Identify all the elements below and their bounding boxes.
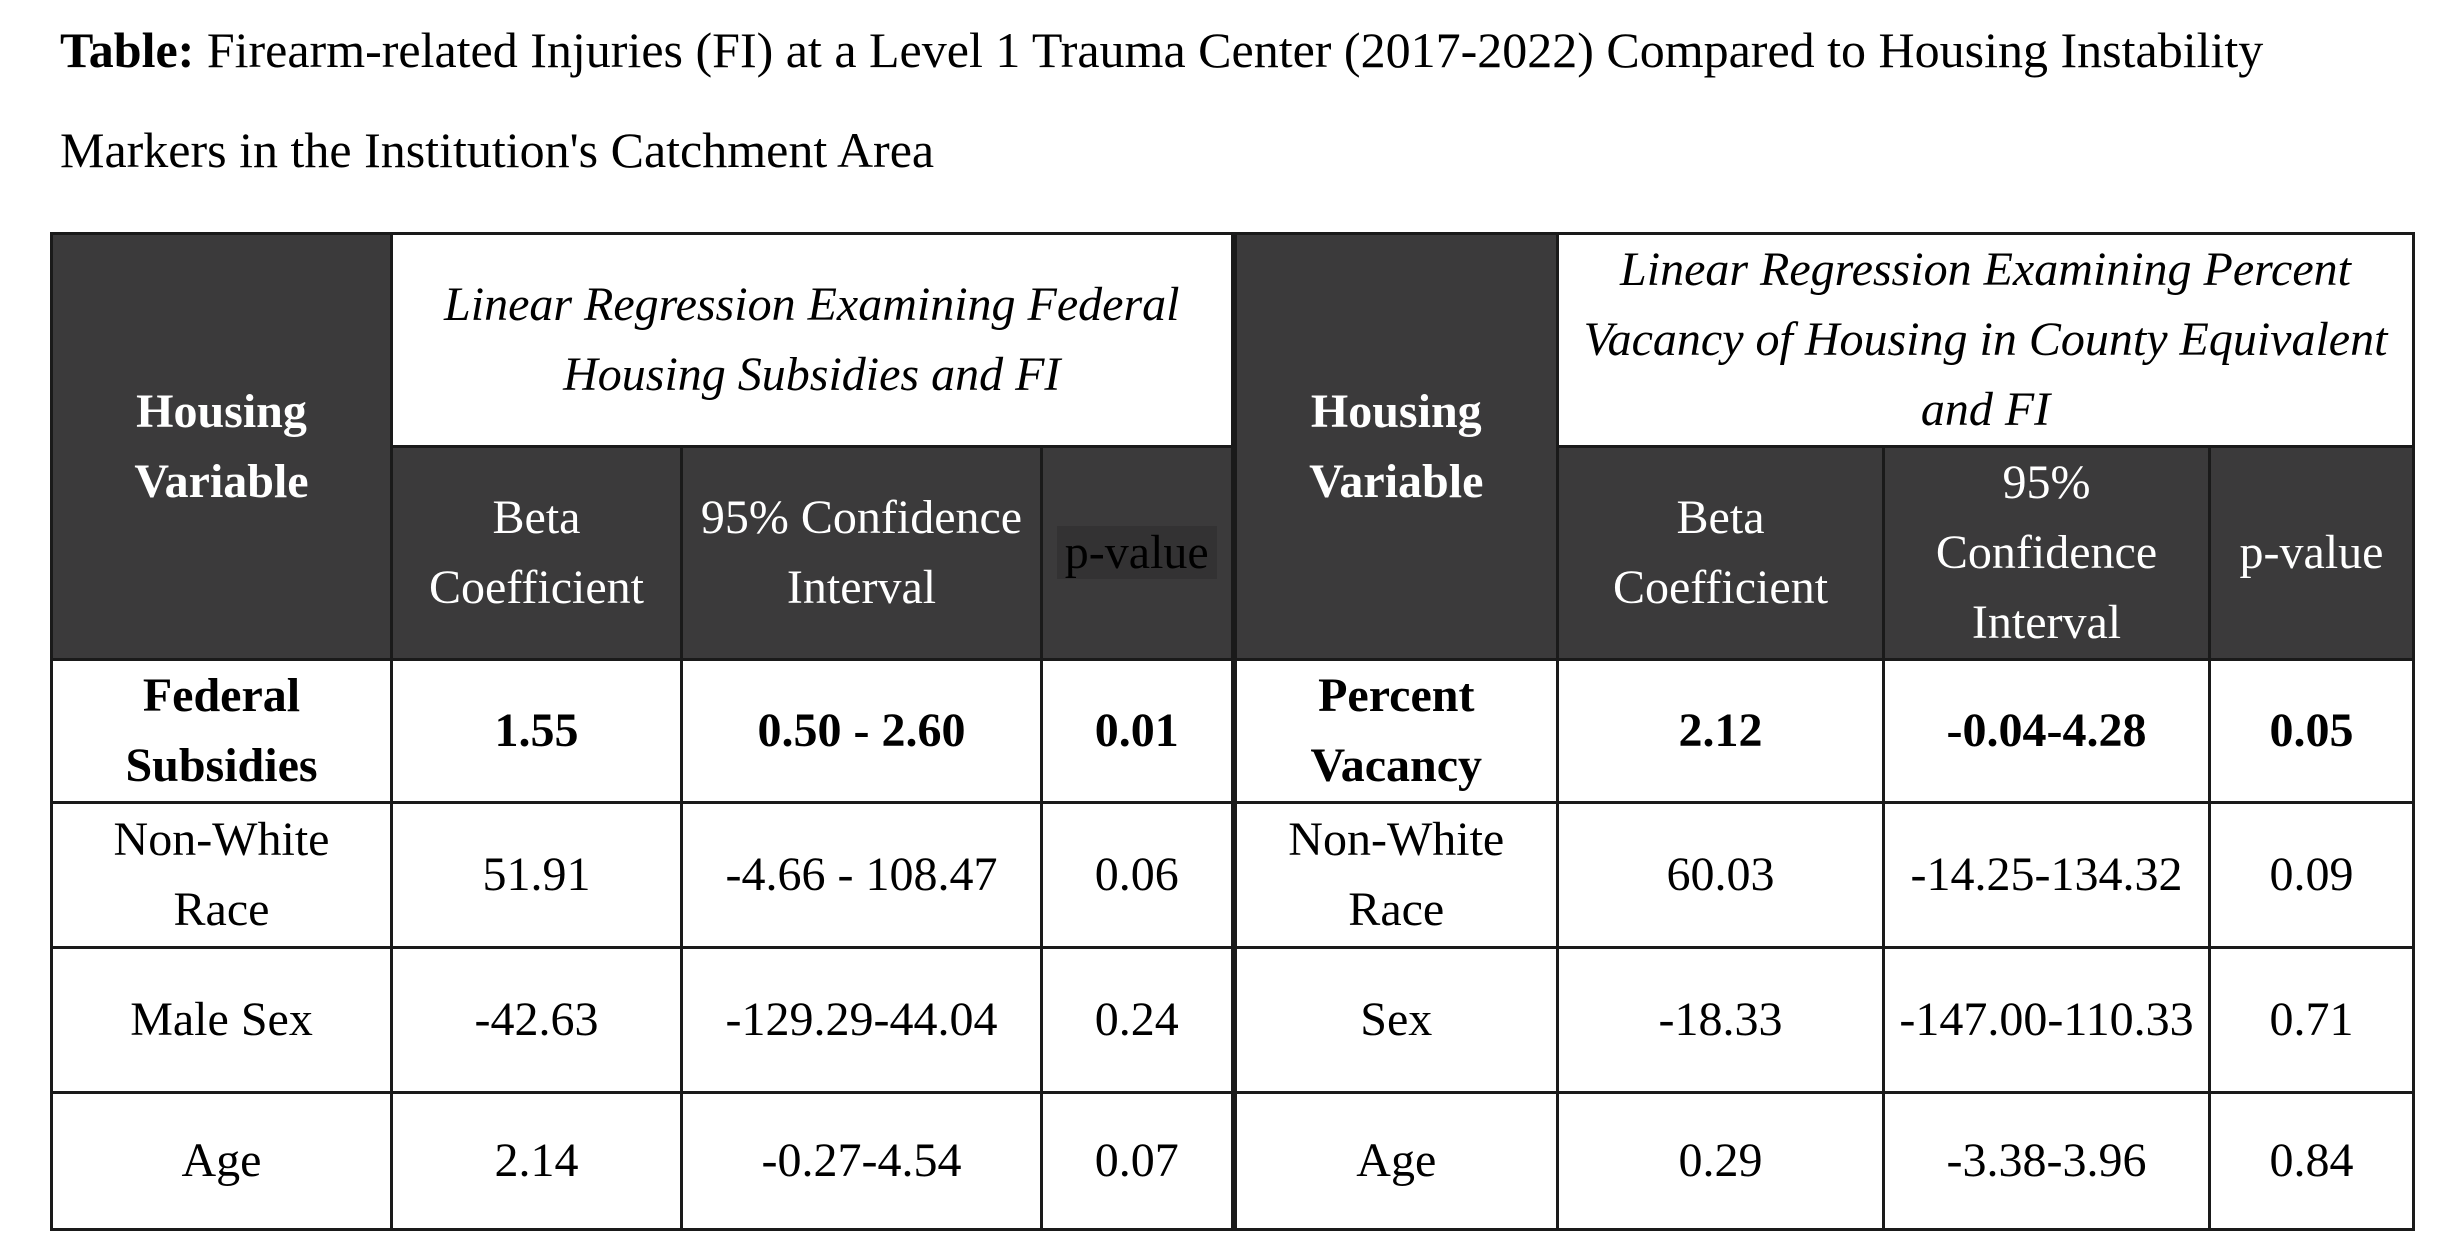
right-ci-cell: -14.25-134.32 [1884,803,2210,948]
right-beta-cell: -18.33 [1558,948,1884,1093]
left-ci-cell: -4.66 - 108.47 [682,803,1042,948]
left-variable-cell: Federal Subsidies [52,660,392,803]
regression-table [50,232,2415,1231]
table-row [52,803,2414,948]
left-variable-cell: Non-White Race [52,803,392,948]
right-ci-header: 95% Confidence Interval [1884,447,2210,660]
left-ci-cell: -0.27-4.54 [682,1093,1042,1230]
left-ci-cell: 0.50 - 2.60 [682,660,1042,803]
left-beta-cell: -42.63 [392,948,682,1093]
table-row [52,1093,2414,1230]
table-row [52,948,2414,1093]
right-ci-cell: -0.04-4.28 [1884,660,2210,803]
right-ci-cell: -147.00-110.33 [1884,948,2210,1093]
right-variable-cell: Non-White Race [1234,803,1558,948]
left-p-cell: 0.06 [1042,803,1234,948]
left-housing-variable-header: Housing Variable [52,234,392,660]
left-beta-cell: 2.14 [392,1093,682,1230]
right-beta-cell: 60.03 [1558,803,1884,948]
right-variable-cell: Percent Vacancy [1234,660,1558,803]
left-beta-header: Beta Coefficient [392,447,682,660]
header-row-2 [52,447,2414,660]
left-p-cell: 0.01 [1042,660,1234,803]
left-variable-cell: Age [52,1093,392,1230]
caption-text: Firearm-related Injuries (FI) at a Level 1 Trauma Center (2017-2022) Compared to Housing Instability Markers in the Institution's Catchment Area [60,22,2264,178]
right-beta-header: Beta Coefficient [1558,447,1884,660]
table-caption [60,0,2360,200]
right-beta-cell: 2.12 [1558,660,1884,803]
left-beta-cell: 1.55 [392,660,682,803]
right-p-cell: 0.84 [2210,1093,2414,1230]
right-variable-cell: Age [1234,1093,1558,1230]
left-ci-header: 95% Confidence Interval [682,447,1042,660]
left-ci-cell: -129.29-44.04 [682,948,1042,1093]
right-p-cell: 0.05 [2210,660,2414,803]
left-p-header-text: p-value [1057,526,1217,579]
right-housing-variable-header: Housing Variable [1234,234,1558,660]
left-p-cell: 0.07 [1042,1093,1234,1230]
table-row [52,660,2414,803]
right-p-header: p-value [2210,447,2414,660]
left-group-title: Linear Regression Examining Federal Housing Subsidies and FI [392,234,1234,447]
left-variable-cell: Male Sex [52,948,392,1093]
right-p-cell: 0.09 [2210,803,2414,948]
right-beta-cell: 0.29 [1558,1093,1884,1230]
right-variable-cell: Sex [1234,948,1558,1093]
right-group-title: Linear Regression Examining Percent Vacancy of Housing in County Equivalent and FI [1558,234,2414,447]
left-p-cell: 0.24 [1042,948,1234,1093]
right-ci-cell: -3.38-3.96 [1884,1093,2210,1230]
header-row-1 [52,234,2414,447]
caption-label: Table: [60,22,195,78]
right-p-cell: 0.71 [2210,948,2414,1093]
left-beta-cell: 51.91 [392,803,682,948]
left-p-header [1042,447,1234,660]
